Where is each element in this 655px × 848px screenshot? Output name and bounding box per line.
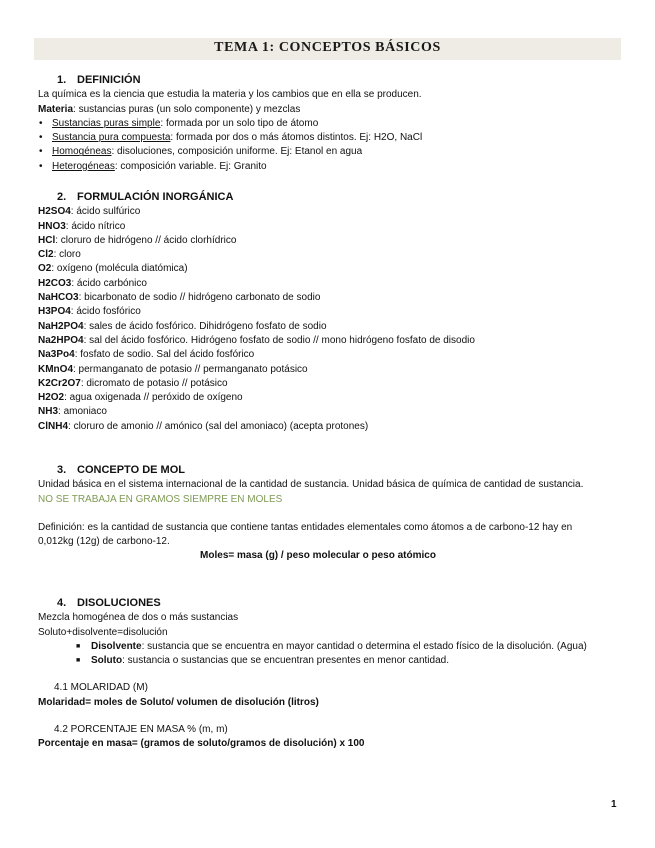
formula: KMnO4 bbox=[38, 363, 73, 375]
term: Disolvente bbox=[91, 640, 142, 652]
subsection-title: 4.2 PORCENTAJE EN MASA % (m, m) bbox=[54, 724, 228, 736]
term: Materia bbox=[38, 103, 74, 115]
term: Soluto bbox=[91, 655, 123, 667]
formula-name: : ácido nítrico bbox=[65, 220, 126, 232]
list-item bbox=[38, 654, 628, 668]
paragraph: Soluto+disolvente=disolución bbox=[38, 626, 168, 638]
term-text: : sustancias puras (un solo componente) y mezclas bbox=[73, 103, 301, 115]
page-number: 1 bbox=[611, 799, 617, 810]
list-item bbox=[38, 640, 628, 654]
section-definicion bbox=[38, 73, 628, 174]
formula-name: : cloruro de amonio // amónico (sal del amoniaco) (acepta protones) bbox=[68, 420, 369, 432]
formula: Na3Po4 bbox=[38, 349, 75, 361]
section-disoluciones bbox=[38, 596, 628, 752]
formula-item bbox=[38, 405, 628, 419]
term: Heterogéneas bbox=[52, 160, 115, 172]
page-title: TEMA 1: CONCEPTOS BÁSICOS bbox=[214, 40, 441, 55]
paragraph: Unidad básica en el sistema internacional de la cantidad de sustancia. Unidad básica de química de cantidad de sustancia. bbox=[38, 479, 584, 491]
paragraph: La química es la ciencia que estudia la materia y los cambios que en ella se producen. bbox=[38, 89, 422, 101]
section-number: 3. bbox=[57, 464, 67, 476]
formula: Na2HPO4 bbox=[38, 334, 84, 346]
section-heading bbox=[57, 73, 628, 87]
formula-item bbox=[38, 234, 628, 248]
section-number: 4. bbox=[57, 597, 67, 609]
formula-item bbox=[38, 205, 628, 219]
term-text: : disoluciones, composición uniforme. Ej: Etanol en agua bbox=[111, 146, 363, 158]
formula: NaHCO3 bbox=[38, 292, 79, 304]
section-number: 2. bbox=[57, 191, 67, 203]
list-item bbox=[38, 160, 628, 174]
formula-item bbox=[38, 420, 628, 434]
formula: Cl2 bbox=[38, 249, 54, 261]
formula-name: : ácido sulfúrico bbox=[70, 206, 141, 218]
paragraph: Definición: es la cantidad de sustancia que contiene tantas entidades elementales como átomos a de carbono-12 hay en bbox=[38, 521, 573, 533]
formula: H3PO4 bbox=[38, 306, 71, 318]
formula: O2 bbox=[38, 263, 52, 275]
formula-item bbox=[38, 248, 628, 262]
section-heading bbox=[57, 190, 628, 204]
formula-name: : cloro bbox=[53, 249, 81, 261]
paragraph: Mezcla homogénea de dos o más sustancias bbox=[38, 612, 239, 624]
term-text: : sustancia que se encuentra en mayor cantidad o determina el estado físico de la disolución. (Agua) bbox=[141, 640, 587, 652]
list-item bbox=[38, 145, 628, 159]
formula: NaH2PO4 bbox=[38, 320, 84, 332]
formula-name: : sales de ácido fosfórico. Dihidrógeno fosfato de sodio bbox=[83, 320, 327, 332]
formula-item bbox=[38, 262, 628, 276]
formula-name: : ácido fosfórico bbox=[70, 306, 141, 318]
formula-name: : dicromato de potasio // potásico bbox=[80, 377, 228, 389]
formula-name: : permanganato de potasio // permanganato potásico bbox=[73, 363, 308, 375]
formula-item bbox=[38, 320, 628, 334]
formula: ClNH4 bbox=[38, 420, 69, 432]
term-text: : formada por dos o más átomos distintos. Ej: H2O, NaCl bbox=[170, 132, 423, 144]
section-title: FORMULACIÓN INORGÁNICA bbox=[77, 191, 234, 203]
list-item bbox=[38, 117, 628, 131]
formula: K2Cr2O7 bbox=[38, 377, 81, 389]
formula-item bbox=[38, 334, 628, 348]
section-title: CONCEPTO DE MOL bbox=[77, 464, 185, 476]
formula-item bbox=[38, 391, 628, 405]
formula-item bbox=[38, 348, 628, 362]
term: Sustancia pura compuesta bbox=[52, 132, 171, 144]
section-title: DEFINICIÓN bbox=[77, 74, 141, 86]
term-text: : formada por un solo tipo de átomo bbox=[160, 117, 319, 129]
formula-item bbox=[38, 377, 628, 391]
formula-name: : fosfato de sodio. Sal del ácido fosfórico bbox=[74, 349, 255, 361]
formula-name: : agua oxigenada // peróxido de oxígeno bbox=[64, 392, 243, 404]
formula-item bbox=[38, 305, 628, 319]
section-heading bbox=[57, 463, 628, 477]
subsection-title: 4.1 MOLARIDAD (M) bbox=[54, 682, 148, 694]
formula-item bbox=[38, 220, 628, 234]
section-title: DISOLUCIONES bbox=[77, 597, 161, 609]
formula: H2O2 bbox=[38, 392, 65, 404]
list-item bbox=[38, 131, 628, 145]
formula-porcentaje: Porcentaje en masa= (gramos de soluto/gramos de disolución) x 100 bbox=[38, 738, 365, 750]
formula-molaridad: Molaridad= moles de Soluto/ volumen de disolución (litros) bbox=[38, 696, 319, 708]
section-heading bbox=[57, 596, 628, 610]
term: Homogéneas bbox=[52, 146, 112, 158]
formula: NH3 bbox=[38, 406, 59, 418]
formula-name: : oxígeno (molécula diatómica) bbox=[51, 263, 188, 275]
formula: HCl bbox=[38, 234, 56, 246]
term-text: : composición variable. Ej: Granito bbox=[114, 160, 267, 172]
formula-moles: Moles= masa (g) / peso molecular o peso atómico bbox=[200, 550, 436, 562]
formula-name: : ácido carbónico bbox=[71, 277, 147, 289]
formula-item bbox=[38, 291, 628, 305]
term: Sustancias puras simple bbox=[52, 117, 161, 129]
formula-name: : bicarbonato de sodio // hidrógeno carbonato de sodio bbox=[78, 292, 321, 304]
section-number: 1. bbox=[57, 74, 67, 86]
formula-list bbox=[38, 205, 628, 434]
section-concepto-mol bbox=[38, 463, 628, 564]
paragraph: 0,012kg (12g) de carbono-12. bbox=[38, 536, 170, 548]
formula-item bbox=[38, 277, 628, 291]
formula-name: : cloruro de hidrógeno // ácido clorhídrico bbox=[55, 234, 237, 246]
formula: H2SO4 bbox=[38, 206, 71, 218]
formula-name: : amoniaco bbox=[58, 406, 107, 418]
paragraph bbox=[38, 103, 628, 117]
formula-item bbox=[38, 363, 628, 377]
section-formulacion bbox=[38, 190, 628, 434]
term-text: : sustancia o sustancias que se encuentran presentes en menor cantidad. bbox=[122, 655, 449, 667]
highlight-note: NO SE TRABAJA EN GRAMOS SIEMPRE EN MOLES bbox=[38, 493, 283, 505]
title-banner bbox=[34, 38, 621, 60]
formula: HNO3 bbox=[38, 220, 66, 232]
formula-name: : sal del ácido fosfórico. Hidrógeno fosfato de sodio // mono hidrógeno fosfato de disodio bbox=[83, 334, 475, 346]
formula: H2CO3 bbox=[38, 277, 72, 289]
